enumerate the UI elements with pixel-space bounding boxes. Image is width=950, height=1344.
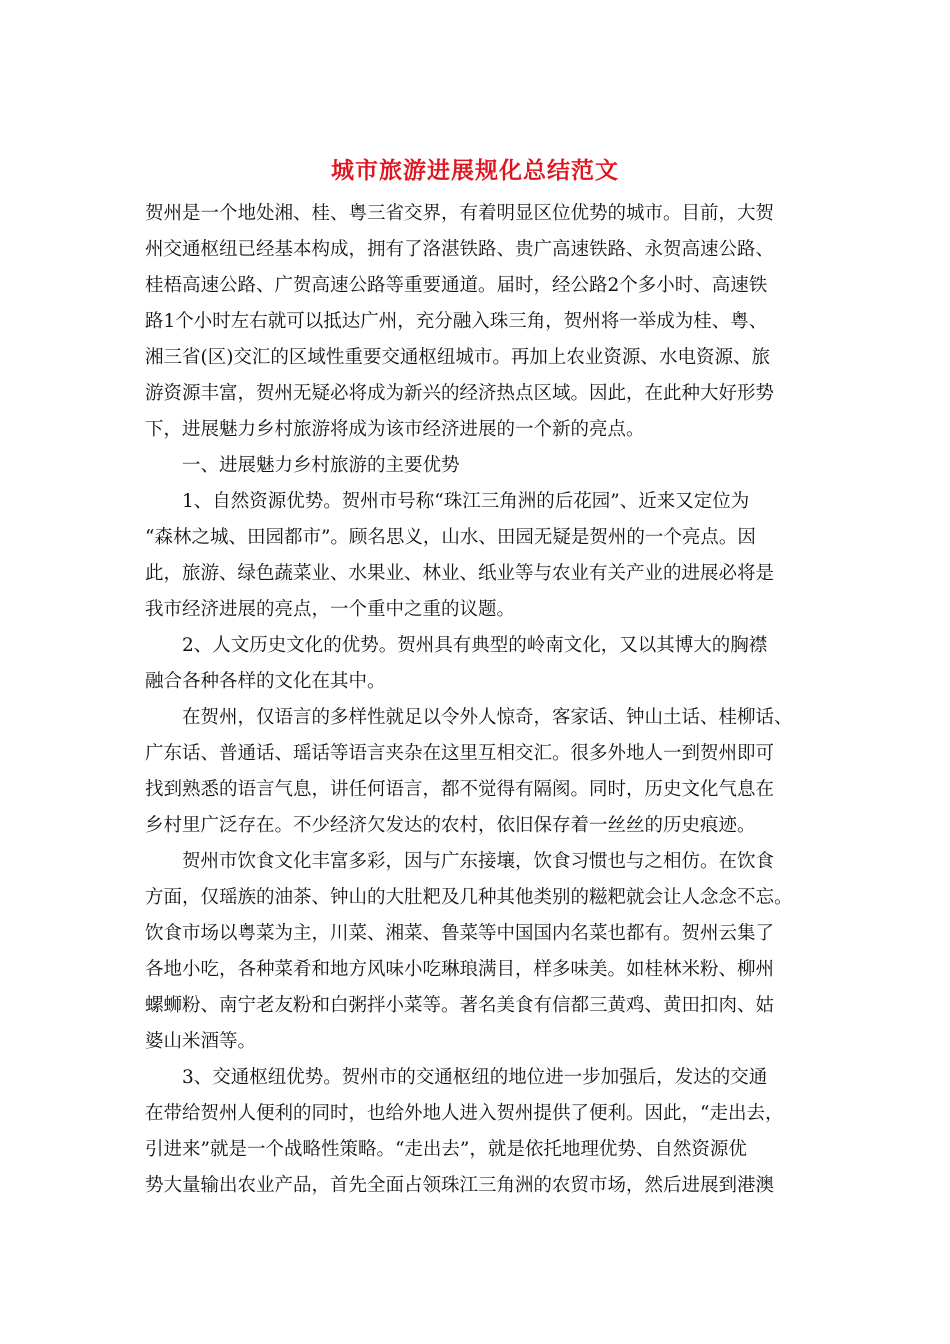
- document-title: 城市旅游进展规化总结范文: [331, 157, 619, 184]
- body-line: 路1个小时左右就可以抵达广州，充分融入珠三角，贺州将一举成为桂、粤、: [145, 311, 768, 332]
- body-line: 在带给贺州人便利的同时，也给外地人进入贺州提供了便利。因此，“走出去，: [145, 1103, 784, 1124]
- body-line: 我市经济进展的亮点，一个重中之重的议题。: [145, 599, 516, 620]
- body-line: 乡村里广泛存在。不少经济欠发达的农村，依旧保存着一丝丝的历史痕迹。: [145, 815, 756, 836]
- body-line: 贺州市饮食文化丰富多彩，因与广东接壤，饮食习惯也与之相仿。在饮食: [145, 851, 775, 872]
- document-body: [145, 196, 825, 1204]
- body-line: 方面，仅瑶族的油茶、钟山的大肚粑及几种其他类别的糍粑就会让人念念不忘。: [145, 887, 793, 908]
- body-line: 1、自然资源优势。贺州市号称“珠江三角洲的后花园”、近来又定位为: [145, 491, 750, 512]
- body-line: 下，进展魅力乡村旅游将成为该市经济进展的一个新的亮点。: [145, 419, 645, 440]
- section-heading: 一、进展魅力乡村旅游的主要优势: [145, 455, 460, 476]
- body-line: 此，旅游、绿色蔬菜业、水果业、林业、纸业等与农业有关产业的进展必将是: [145, 563, 775, 584]
- body-line: 游资源丰富，贺州无疑必将成为新兴的经济热点区域。因此，在此种大好形势: [145, 383, 775, 404]
- body-line: 贺州是一个地处湘、桂、粤三省交界，有着明显区位优势的城市。目前，大贺: [145, 203, 775, 224]
- body-line: 2、人文历史文化的优势。贺州具有典型的岭南文化，又以其博大的胸襟: [145, 635, 768, 656]
- body-line: 婆山米酒等。: [145, 1031, 257, 1052]
- body-line: “森林之城、田园都市”。顾名思义，山水、田园无疑是贺州的一个亮点。因: [145, 527, 756, 548]
- body-line: 3、交通枢纽优势。贺州市的交通枢纽的地位进一步加强后，发达的交通: [145, 1067, 768, 1088]
- body-line: 引进来”就是一个战略性策略。“走出去”，就是依托地理优势、自然资源优: [145, 1139, 747, 1160]
- body-line: 各地小吃，各种菜肴和地方风味小吃琳琅满目，样多味美。如桂林米粉、柳州: [145, 959, 775, 980]
- body-line: 螺蛳粉、南宁老友粉和白粥拌小菜等。著名美食有信都三黄鸡、黄田扣肉、姑: [145, 995, 775, 1016]
- body-line: 势大量输出农业产品，首先全面占领珠江三角洲的农贸市场，然后进展到港澳: [145, 1175, 775, 1196]
- body-line: 桂梧高速公路、广贺高速公路等重要通道。届时，经公路2个多小时、高速铁: [145, 275, 768, 296]
- body-line: 在贺州，仅语言的多样性就足以令外人惊奇，客家话、钟山土话、桂柳话、: [145, 707, 793, 728]
- body-line: 广东话、普通话、瑶话等语言夹杂在这里互相交汇。很多外地人一到贺州即可: [145, 743, 775, 764]
- body-line: 湘三省(区)交汇的区域性重要交通枢纽城市。再加上农业资源、水电资源、旅: [145, 347, 770, 368]
- body-line: 找到熟悉的语言气息，讲任何语言，都不觉得有隔阂。同时，历史文化气息在: [145, 779, 775, 800]
- body-line: 饮食市场以粤菜为主，川菜、湘菜、鲁菜等中国国内名菜也都有。贺州云集了: [145, 923, 775, 944]
- body-line: 州交通枢纽已经基本构成，拥有了洛湛铁路、贵广高速铁路、永贺高速公路、: [145, 239, 775, 260]
- body-line: 融合各种各样的文化在其中。: [145, 671, 386, 692]
